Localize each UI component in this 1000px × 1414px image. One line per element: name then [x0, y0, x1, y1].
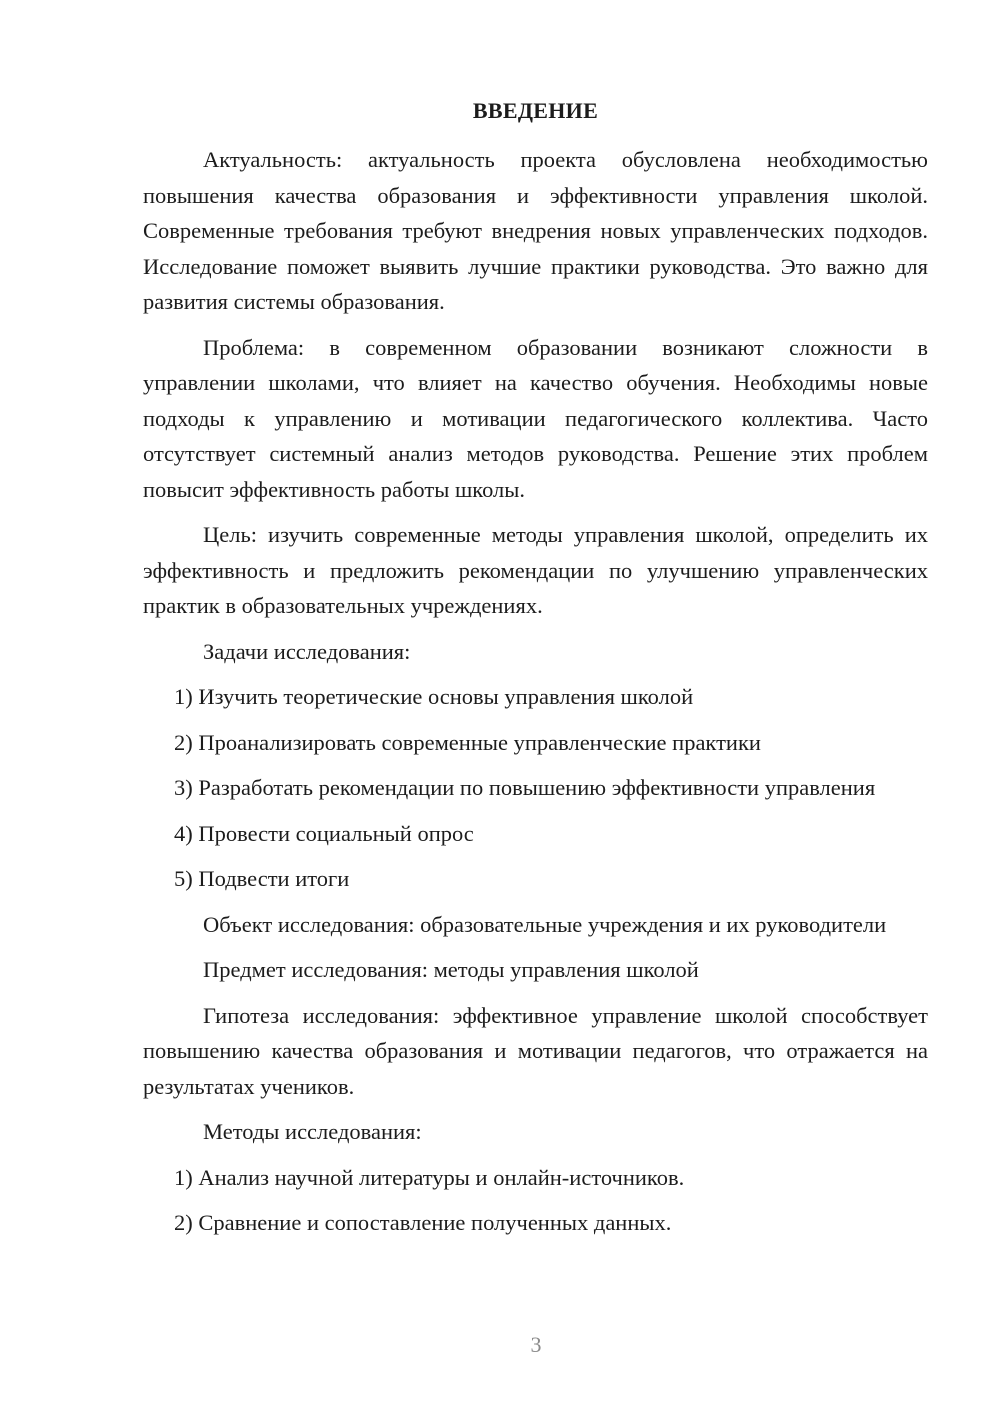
relevance-paragraph: Актуальность: актуальность проекта обусловлена необходимостью повышения качества образования и эффективности управления школой. Современные требования требуют внедрения новых управленческих подходов. Исследование поможет выявить лучшие практики руководства. Это важно для развития системы образования. [143, 147, 928, 314]
task-item: 3) Разработать рекомендации по повышению эффективности управления [174, 775, 876, 800]
task-item: 5) Подвести итоги [174, 866, 350, 891]
problem-paragraph: Проблема: в современном образовании возникают сложности в управлении школами, что влияет на качество обучения. Необходимы новые подходы к управлению и мотивации педагогического коллектива. Часто отсутствует системный анализ методов руководства. Решение этих проблем повысит эффективность работы школы. [143, 334, 928, 502]
page-number: 3 [530, 1332, 542, 1357]
methods-heading: Методы исследования: [203, 1119, 422, 1144]
task-item: 4) Провести социальный опрос [174, 820, 474, 846]
object-paragraph: Объект исследования: образовательные учреждения и их руководители [203, 911, 887, 937]
method-item: 2) Сравнение и сопоставление полученных данных. [174, 1210, 672, 1235]
tasks-heading: Задачи исследования: [203, 638, 411, 664]
page-title: ВВЕДЕНИЕ [472, 98, 599, 123]
hypothesis-paragraph: Гипотеза исследования: эффективное управление школой способствует повышению качества образования и мотивации педагогов, что отражается на результатах учеников. [143, 1002, 928, 1099]
page-content [143, 96, 928, 1251]
goal-paragraph: Цель: изучить современные методы управления школой, определить их эффективность и предложить рекомендации по улучшению управленческих практик в образовательных учреждениях. [143, 522, 928, 618]
method-item: 1) Анализ научной литературы и онлайн-источников. [174, 1164, 685, 1190]
task-item: 1) Изучить теоретические основы управления школой [174, 684, 694, 709]
task-item: 2) Проанализировать современные управленческие практики [174, 729, 761, 755]
subject-paragraph: Предмет исследования: методы управления школой [203, 957, 699, 982]
